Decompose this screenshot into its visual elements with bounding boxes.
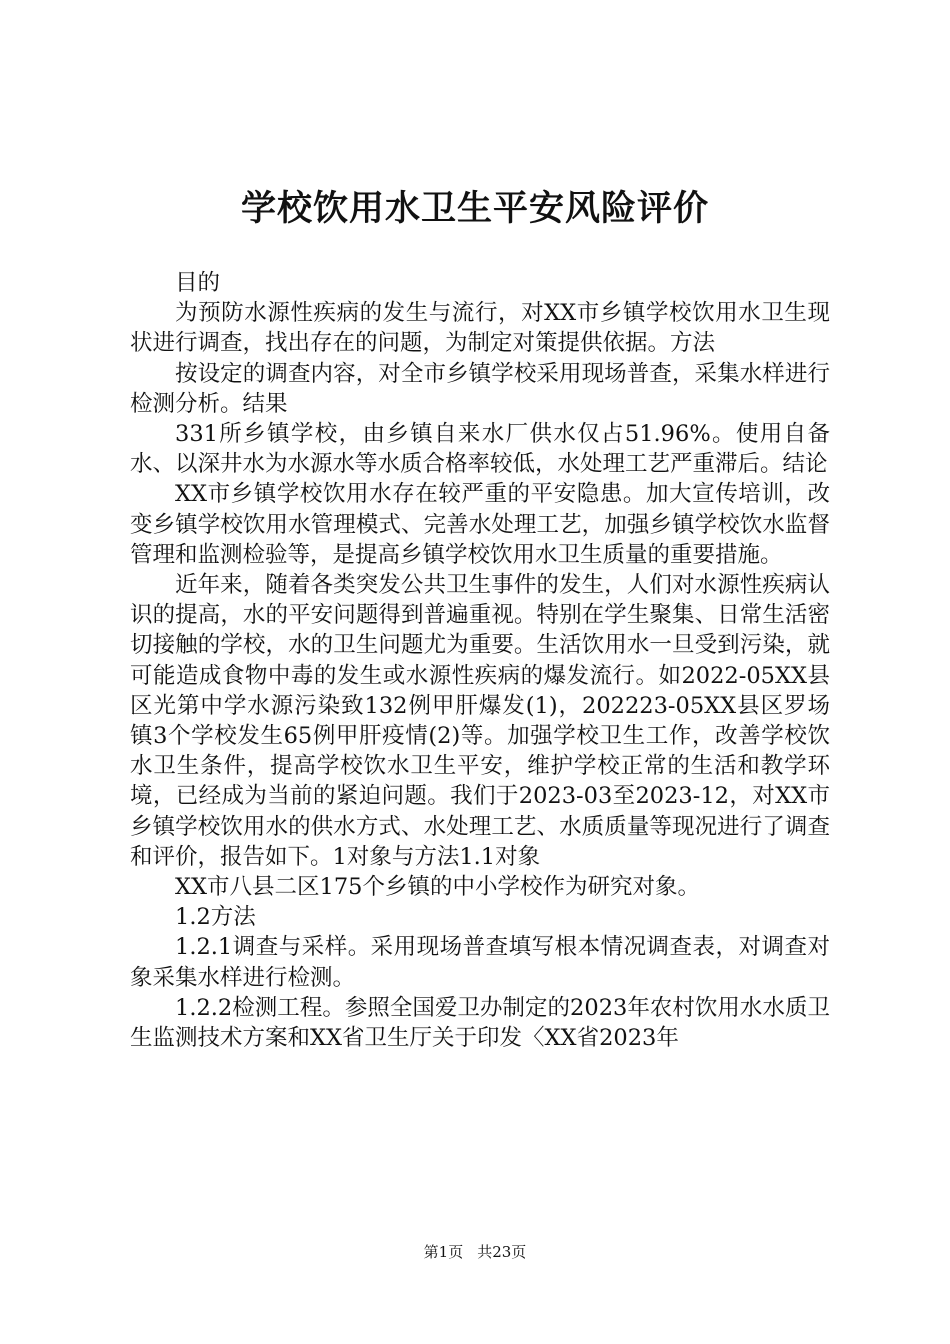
paragraph: XX市乡镇学校饮用水存在较严重的平安隐患。加大宣传培训，改变乡镇学校饮用水管理模式、完善水处理工艺，加强乡镇学校饮水监督管理和监测检验等，是提高乡镇学校饮用水卫生质量的重要措施。 — [130, 481, 830, 568]
document-body — [130, 268, 830, 1053]
paragraph: 1.2方法 — [175, 904, 256, 931]
paragraph: 331所乡镇学校，由乡镇自来水厂供水仅占51.96%。使用自备水、以深井水为水源水等水质合格率较低，水处理工艺严重滞后。结论 — [130, 421, 830, 478]
paragraph: 1.2.1调查与采样。采用现场普查填写根本情况调查表，对调查对象采集水样进行检测。 — [130, 934, 830, 991]
paragraph: 近年来，随着各类突发公共卫生事件的发生，人们对水源性疾病认识的提高，水的平安问题得到普遍重视。特别在学生聚集、日常生活密切接触的学校，水的卫生问题尤为重要。生活饮用水一旦受到污染，就可能造成食物中毒的发生或水源性疾病的爆发流行。如2022-05XX县区光第中学水源污染致132例甲肝爆发(1)，202223-05XX县区罗场镇3个学校发生65例甲肝疫情(2)等。加强学校卫生工作，改善学校饮水卫生条件，提高学校饮水卫生平安，维护学校正常的生活和教学环境，已经成为当前的紧迫问题。我们于2023-03至2023-12，对XX市乡镇学校饮用水的供水方式、水处理工艺、水质质量等现况进行了调查和评价，报告如下。1对象与方法1.1对象 — [130, 572, 830, 870]
paragraph: XX市八县二区175个乡镇的中小学校作为研究对象。 — [175, 874, 700, 901]
paragraph: 目的 — [175, 270, 221, 296]
page-footer — [0, 1242, 950, 1262]
paragraph: 按设定的调查内容，对全市乡镇学校采用现场普查，采集水样进行检测分析。结果 — [130, 360, 830, 417]
paragraph: 1.2.2检测工程。参照全国爱卫办制定的2023年农村饮用水水质卫生监测技术方案和XX省卫生厅关于印发〈XX省2023年 — [130, 994, 830, 1052]
document-title: 学校饮用水卫生平安风险评价 — [240, 188, 709, 229]
paragraph: 为预防水源性疾病的发生与流行，对XX市乡镇学校饮用水卫生现状进行调查，找出存在的问题，为制定对策提供依据。方法 — [130, 300, 830, 357]
page-number: 第1页 — [423, 1243, 464, 1261]
page-total: 共23页 — [477, 1243, 527, 1261]
